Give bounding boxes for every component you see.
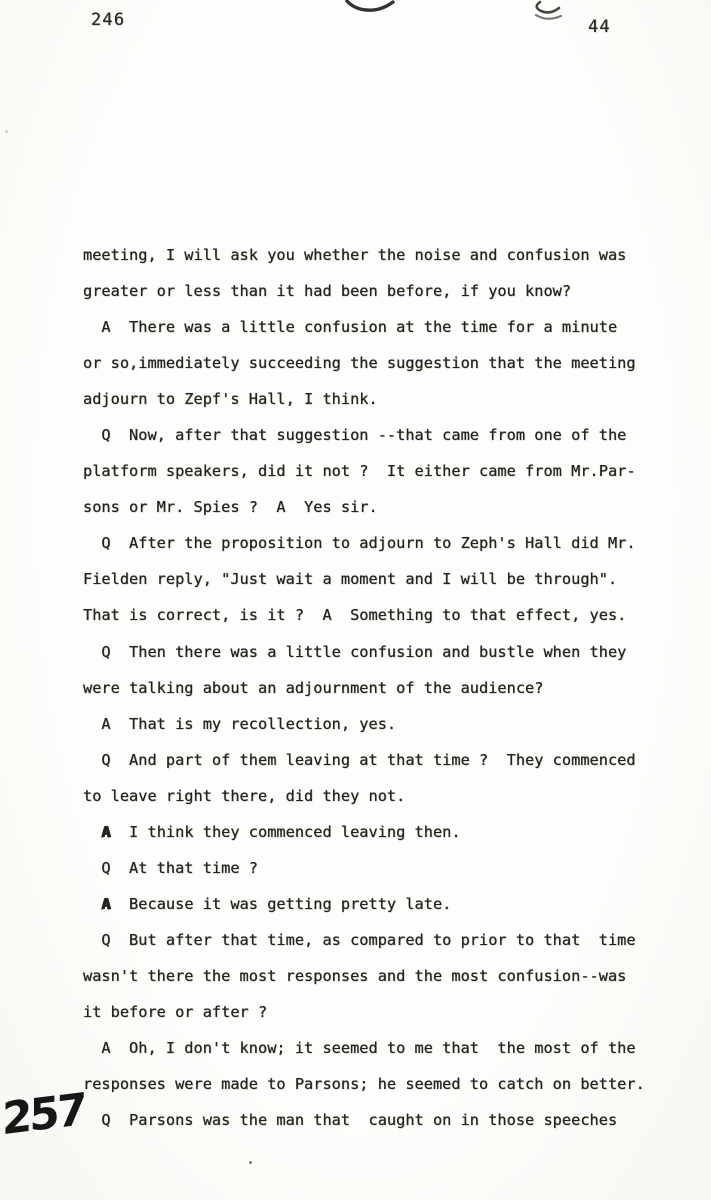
overstruck-answer-marker: A	[101, 822, 111, 841]
transcript-line: A I think they commenced leaving then.	[101, 822, 461, 841]
transcript-line: responses were made to Parsons; he seemed to catch on better.	[83, 1075, 645, 1094]
scan-speck	[249, 1161, 252, 1164]
transcript-line: A There was a little confusion at the time for a minute	[83, 318, 618, 337]
transcript-line: A Oh, I don't know; it seemed to me that the most of the	[83, 1039, 636, 1058]
ink-mark-top-center	[347, 1, 393, 10]
overstruck-answer-marker: A	[101, 894, 111, 913]
transcript-line: meeting, I will ask you whether the noise and confusion was	[83, 246, 627, 264]
transcript-line: platform speakers, did it not ? It either came from Mr.Par-	[83, 462, 636, 481]
transcript-line: A That is my recollection, yes.	[83, 714, 397, 733]
transcript-line: Fielden reply, "Just wait a moment and I will be through".	[83, 570, 618, 589]
transcript-line: That is correct, is it ? A Something to that effect, yes.	[83, 606, 627, 625]
transcript-line: Q Parsons was the man that caught on in those speeches	[83, 1111, 618, 1130]
transcript-line: or so,immediately succeeding the suggestion that the meeting	[83, 354, 636, 373]
transcript-line: were talking about an adjournment of the audience?	[83, 678, 544, 697]
transcript-line: Q But after that time, as compared to prior to that time	[83, 930, 636, 949]
transcript-line: Q After the proposition to adjourn to Zeph's Hall did Mr.	[83, 534, 636, 553]
transcript-line: Q And part of them leaving at that time ? They commenced	[83, 750, 636, 769]
handwritten-margin-note: 257	[2, 1083, 85, 1146]
transcript-body	[83, 246, 683, 1147]
transcript-line: sons or Mr. Spies ? A Yes sir.	[83, 498, 378, 517]
transcript-line: A Because it was getting pretty late.	[101, 894, 452, 913]
ink-mark-top-right-curl	[537, 2, 559, 12]
transcript-line: wasn't there the most responses and the most confusion--was	[83, 966, 627, 985]
transcript-line: Q Now, after that suggestion --that came from one of the	[83, 426, 627, 445]
transcript-line: Q At that time ?	[83, 858, 258, 877]
scan-speck	[5, 130, 8, 133]
transcript-line: to leave right there, did they not.	[83, 786, 406, 805]
ink-mark-top-right-underline	[536, 15, 561, 19]
transcript-line: greater or less than it had been before, if you know?	[83, 282, 572, 301]
transcript-line: it before or after ?	[83, 1002, 268, 1021]
transcript-line: adjourn to Zepf's Hall, I think.	[83, 390, 378, 409]
page-number-right: 44	[588, 17, 611, 37]
transcript-line: Q Then there was a little confusion and bustle when they	[83, 642, 627, 661]
page-number-left: 246	[91, 10, 126, 30]
